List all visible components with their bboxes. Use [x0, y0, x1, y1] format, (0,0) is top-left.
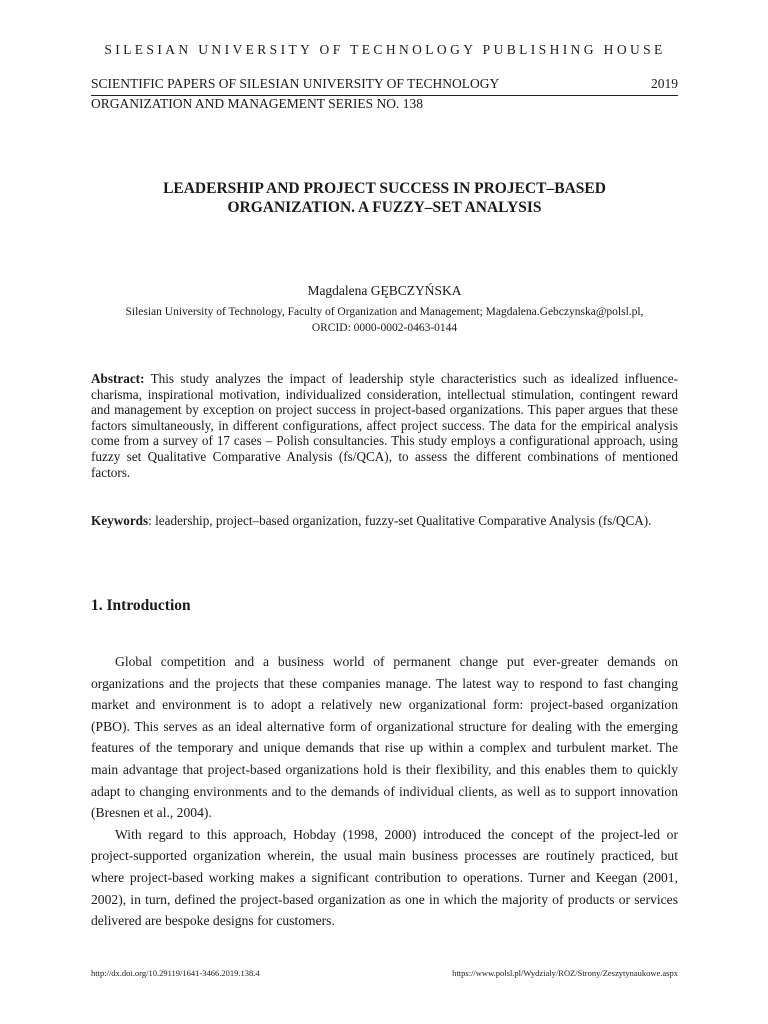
journal-series-title: SCIENTIFIC PAPERS OF SILESIAN UNIVERSITY OF TECHNOLOGY [91, 76, 500, 91]
affiliation-line-1: Silesian University of Technology, Faculty of Organization and Management; Magdalena.Gebczynska@polsl.pl, [125, 306, 644, 318]
abstract [91, 371, 678, 480]
abstract-text: This study analyzes the impact of leadership style characteristics such as idealized influence-charisma, inspirational motivation, individualized consideration, intellectual stimulation, contingent reward and management by exception on project success in project-based organizations. This paper argues that these factors simultaneously, in different configurations, affect project success. The data for the empirical analysis come from a survey of 17 cases – Polish consultancies. This study employs a configurational approach, using fuzzy set Qualitative Comparative Analysis (fs/QCA), to assess the different combinations of mentioned factors. [91, 371, 678, 480]
paper-title-line-1: LEADERSHIP AND PROJECT SUCCESS IN PROJECT–BASED [163, 180, 606, 197]
paper-title-line-2: ORGANIZATION. A FUZZY–SET ANALYSIS [227, 199, 542, 216]
paper-title [91, 179, 678, 217]
keywords [91, 513, 678, 529]
introduction-body [91, 651, 678, 932]
introduction-paragraph-2: With regard to this approach, Hobday (1998, 2000) introduced the concept of the project-led or project-supported organization wherein, the usual main business processes are routinely practiced, but where project-based working makes a significant contribution to operations. Turner and Keegan (2001, 2002), in turn, defined the project-based organization as one in which the majority of products or services delivered are bespoke designs for customers. [91, 826, 678, 929]
keywords-label: Keywords [91, 513, 149, 528]
abstract-label: Abstract: [91, 371, 145, 386]
orcid-line: ORCID: 0000-0002-0463-0144 [311, 321, 458, 334]
journal-url-link[interactable]: https://www.polsl.pl/Wydzialy/ROZ/Strony/Zeszytynaukowe.aspx [452, 968, 678, 978]
author-name: Magdalena GĘBCZYŃSKA [307, 283, 462, 298]
introduction-paragraph-1: Global competition and a business world of permanent change put ever-greater demands on organizations and the projects that these companies manage. The latest way to respond to fast changing market and environment is to adopt a relatively new organizational form: project-based organization (PBO). This serves as an ideal alternative form of organizational structure for dealing with the emerging features of the temporary and unique demands that rise up within a complex and turbulent market. The main advantage that project-based organizations hold is their flexibility, and this enables them to quickly adapt to changing environments and to the demands of individual clients, as well as to support innovation (Bresnen et al., 2004). [91, 654, 678, 821]
journal-series-number: ORGANIZATION AND MANAGEMENT SERIES NO. 138 [91, 96, 423, 111]
publisher-header: SILESIAN UNIVERSITY OF TECHNOLOGY PUBLISHING HOUSE [104, 42, 666, 57]
author-affiliation [91, 305, 678, 336]
doi-link[interactable]: http://dx.doi.org/10.29119/1641-3466.2019.138.4 [91, 968, 260, 978]
section-heading-introduction: 1. Introduction [91, 597, 191, 614]
publication-year: 2019 [651, 76, 678, 91]
keywords-text: : leadership, project–based organization, fuzzy-set Qualitative Comparative Analysis (fs/QCA). [148, 513, 652, 528]
